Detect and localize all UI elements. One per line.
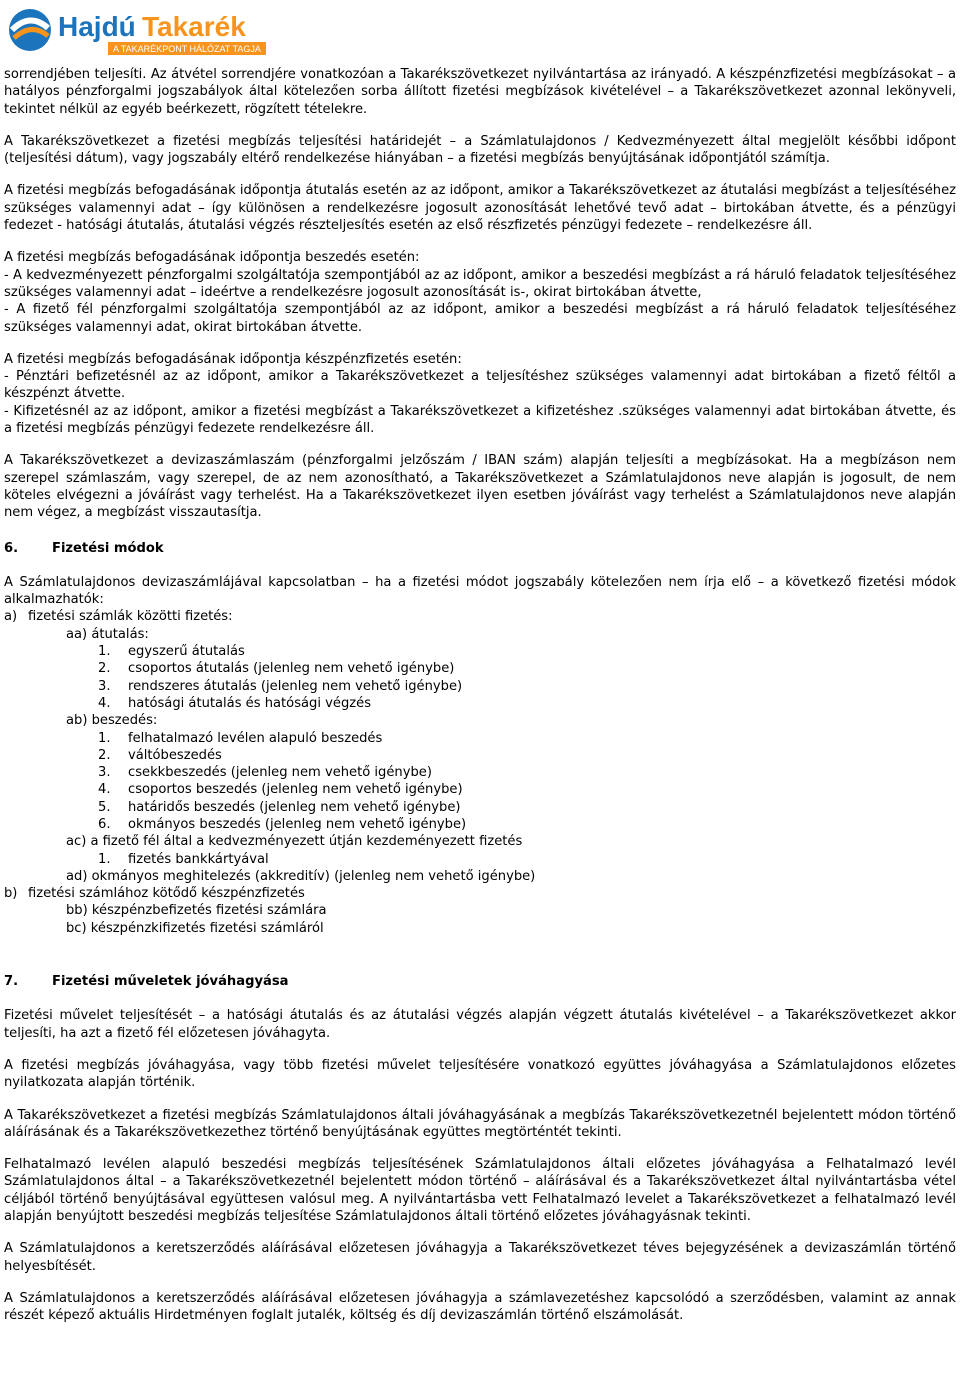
section-7-paragraph: Felhatalmazó levélen alapuló beszedési megbízás teljesítésének Számlatulajdonos általi előzetes jóváhagyása a Felhatalmazó levél Számlatulajdonos által – a Takarékszövetkezetnél bejelentett módon történő – aláírásával és a Takarékszövetkezet által nyilvántartásba vétel céljából történő benyújtásával együttesen valósul meg. A nyilvántartásba vett Felhatalmazó levelet a Takarékszövetkezet a felhatalmazó levél alapján benyújtott beszedési megbízás teljesítése Számlatulajdonos általi történő előzetes jóváhagyásnak tekinti.	[4, 1157, 956, 1225]
collection-point-2: - A fizető fél pénzforgalmi szolgáltatója szempontjából az az időpont, amikor a beszedési megbízást a rá háruló feladatok teljesítéséhez szükséges valamennyi adat, okirat birtokában átvette.	[4, 302, 956, 335]
paragraph-execution-order: sorrendjében teljesíti. Az átvétel sorrendjére vonatkozóan a Takarékszövetkezet nyilvántartása az irányadó. A készpénzfizetési megbízásokat – a hatályos pénzforgalmi jogszabályok által kötelezően sorba állított fizetési megbízások kivételével – a Takarékszövetkezet azonnal lekönyveli, tekintet nélkül az egyéb beérkezett, rögzített tételekre.	[4, 67, 956, 117]
list-item: 4. csoportos beszedés (jelenleg nem vehető igénybe)	[98, 782, 463, 798]
paragraph-account-number: A Takarékszövetkezet a devizaszámlaszám (pénzforgalmi jelzőszám / IBAN szám) alapján teljesíti a megbízásokat. Ha a megbízáson nem szerepel számlaszám, vagy szerepel, de az nem azonosítható, a Takarékszövetkezet a Számlatulajdonos neve alapján is jogosult, de nem köteles elvégezni a jóváírást vagy terhelést. Ha a Takarékszövetkezet ilyen esetben jóváírást vagy terhelést a Számlatulajdonos neve alapján nem végez, a megbízást visszautasítja.	[4, 453, 956, 521]
list-item: 4. hatósági átutalás és hatósági végzés	[98, 695, 372, 711]
list-item: 6. okmányos beszedés (jelenleg nem vehető igénybe)	[98, 816, 467, 832]
section-7-heading	[4, 973, 956, 990]
list-item: 1. fizetés bankkártyával	[98, 851, 269, 867]
cash-intro: A fizetési megbízás befogadásának időpontja készpénzfizetés esetén:	[4, 351, 462, 367]
list-a: a) fizetési számlák közötti fizetés:	[4, 609, 233, 625]
list-item: 1. egyszerű átutalás	[98, 644, 245, 660]
list-aa-label: aa) átutalás:	[66, 626, 149, 642]
paragraph-deadline: A Takarékszövetkezet a fizetési megbízás teljesítési határidejét – a Számlatulajdonos / Kedvezményezett által megjelölt későbbi időpont (teljesítési dátum), vagy jogszabály eltérő rendelkezése hiányában – a fizetési megbízás benyújtásának időpontjától számítja.	[4, 133, 956, 167]
collection-point-1: - A kedvezményezett pénzforgalmi szolgáltatója szempontjából az az időpont, amikor a beszedési megbízást a rá háruló feladatok teljesítéséhez szükséges valamennyi adat – ideértve a rendelkezésre jogosult azonosítását is-, okirat birtokában átvette,	[4, 267, 956, 300]
section-6-number: 6.	[4, 540, 19, 556]
section-7-number: 7.	[4, 974, 19, 990]
logo-graphic	[4, 6, 266, 56]
logo-name-part2: Takarék	[142, 11, 246, 42]
section-6-heading	[4, 540, 956, 557]
list-ac-label: ac) a fizető fél által a kedvezményezett útján kezdeményezett fizetés	[66, 834, 523, 850]
section-7-paragraph: A fizetési megbízás jóváhagyása, vagy több fizetési művelet teljesítésére vonatkozó együttes jóváhagyása a Számlatulajdonos előzetes nyilatkozata alapján történik.	[4, 1057, 956, 1091]
section-6-intro: A Számlatulajdonos devizaszámlájával kapcsolatban – ha a fizetési módot jogszabály kötelezően nem írja elő – a következő fizetési módok alkalmazhatók:	[4, 574, 956, 608]
list-ab-label: ab) beszedés:	[66, 713, 158, 729]
document-body	[4, 66, 956, 1340]
section-7-paragraph: A Számlatulajdonos a keretszerződés aláírásával előzetesen jóváhagyja a Takarékszövetkezet téves bejegyzésének a devizaszámlán történő helyesbítését.	[4, 1241, 956, 1274]
list-item: 2. csoportos átutalás (jelenleg nem vehető igénybe)	[98, 661, 455, 677]
logo-tagline: A TAKARÉKPONT HÁLÓZAT TAGJA	[113, 44, 261, 54]
paragraph-transfer-acceptance: A fizetési megbízás befogadásának időpontja átutalás esetén az az időpont, amikor a Takarékszövetkezet az átutalási megbízást a teljesítéséhez szükséges valamennyi adat – így különösen a rendelkezésre jogosult azonosítását lehetővé tevő adat – birtokában átvette, és a pénzügyi fedezet - hatósági átutalás, átutalási végzés részteljesítés esetén az első részfizetés pénzügyi fedezete – rendelkezésre áll.	[4, 183, 956, 234]
section-7-paragraph: Fizetési művelet teljesítését – a hatósági átutalás és az átutalási végzés alapján végzett átutalás kivételével – a Takarékszövetkezet akkor teljesíti, ha azt a fizető fél előzetesen jóváhagyta.	[4, 1008, 956, 1041]
hajdu-takarek-logo	[4, 6, 266, 56]
collection-intro: A fizetési megbízás befogadásának időpontja beszedés esetén:	[4, 250, 420, 266]
section-6-title: Fizetési módok	[52, 540, 164, 556]
logo-name-part1: Hajdú	[58, 11, 136, 42]
cash-point-2: - Kifizetésnél az az időpont, amikor a fizetési megbízást a Takarékszövetkezet a kifizetéshez .szükséges valamennyi adat birtokában átvette, és a fizetési megbízás pénzügyi fedezete rendelkezésre áll.	[4, 403, 956, 437]
list-item: 3. csekkbeszedés (jelenleg nem vehető igénybe)	[98, 765, 432, 781]
cash-point-1: - Pénztári befizetésnél az az időpont, amikor a Takarékszövetkezet a teljesítéshez szükséges valamennyi adat birtokában a fizető féltől a készpénzt átvette.	[4, 369, 956, 402]
paragraph-cash-acceptance	[4, 351, 956, 437]
list-bc-label: bc) készpénzkifizetés fizetési számláról	[66, 920, 324, 936]
list-item: 3. rendszeres átutalás (jelenleg nem vehető igénybe)	[98, 678, 463, 694]
section-7-title: Fizetési műveletek jóváhagyása	[52, 974, 289, 990]
list-bb-label: bb) készpénzbefizetés fizetési számlára	[66, 903, 327, 919]
section-7-paragraph: A Takarékszövetkezet a fizetési megbízás Számlatulajdonos általi jóváhagyásának a megbízás Takarékszövetkezetnél bejelentett módon történő aláírásának és a Takarékszövetkezethez történő benyújtásának együttes megtörténtét tekinti.	[4, 1107, 956, 1140]
section-7-paragraph: A Számlatulajdonos a keretszerződés aláírásával előzetesen jóváhagyja a számlavezetéshez kapcsolódó a szerződésben, valamint az annak részét képező aktuális Hirdetményen foglalt jutalék, költség és díj devizaszámlán történő elszámolását.	[4, 1290, 956, 1324]
list-b: b) fizetési számlához kötődő készpénzfizetés	[4, 886, 305, 902]
list-item: 5. határidős beszedés (jelenleg nem vehető igénybe)	[98, 799, 461, 815]
list-item: 2. váltóbeszedés	[98, 747, 222, 763]
list-item: 1. felhatalmazó levélen alapuló beszedés	[98, 730, 383, 746]
list-ad-label: ad) okmányos meghitelezés (akkreditív) (jelenleg nem vehető igénybe)	[66, 868, 536, 884]
paragraph-collection-acceptance	[4, 249, 956, 335]
